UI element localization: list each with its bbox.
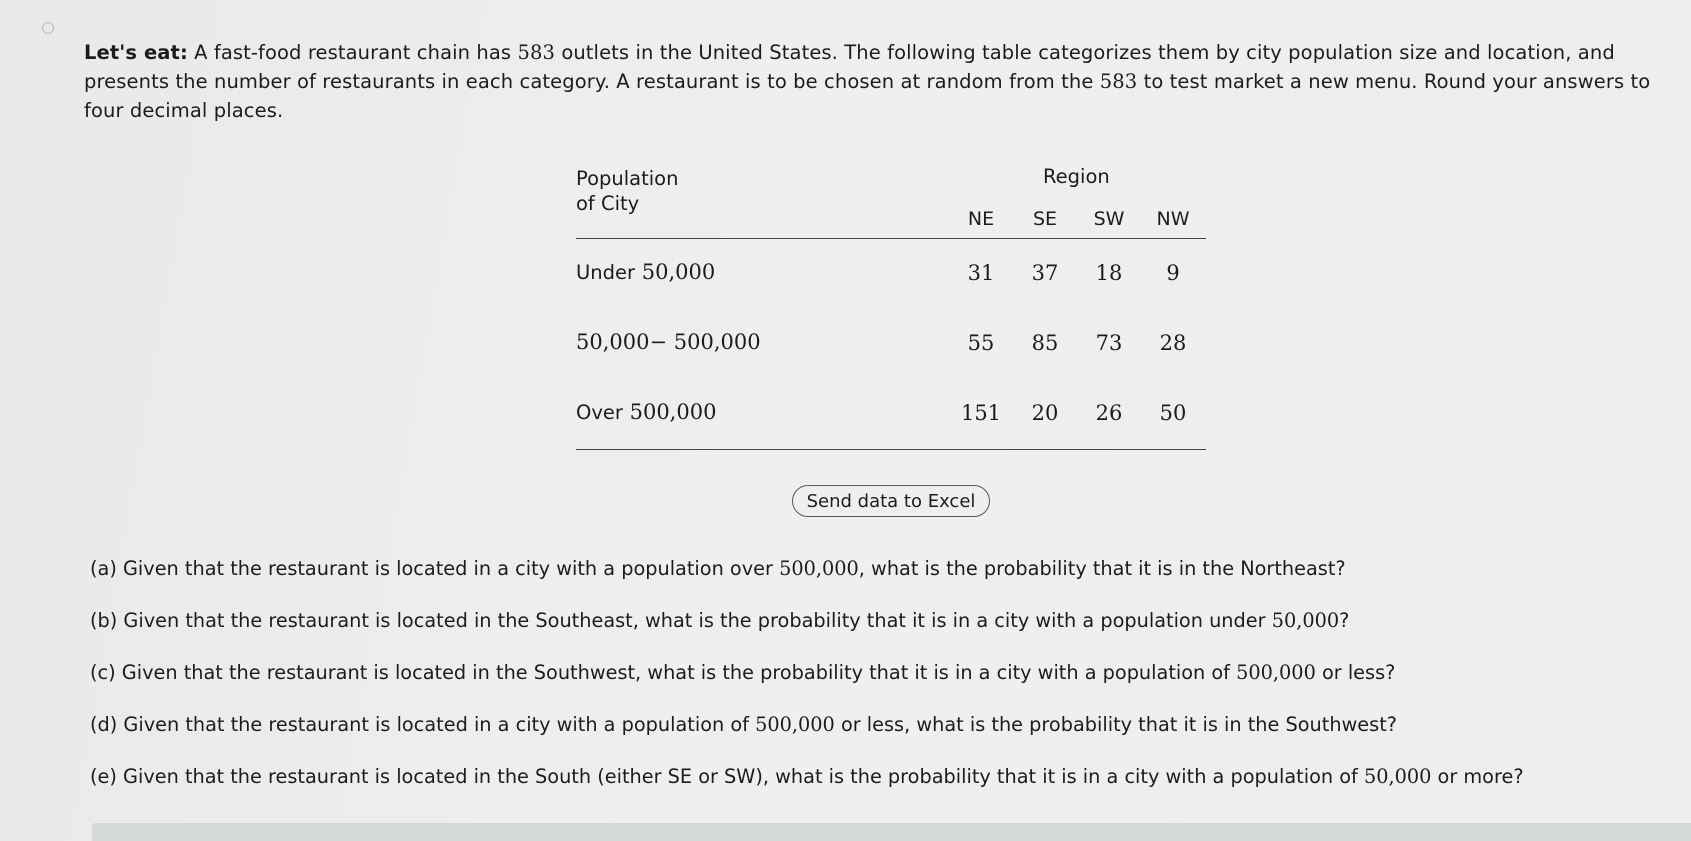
question-b-prefix: (b) Given that the restaurant is located in the Southeast, what is the probability that it is in a city with a population under	[90, 609, 1272, 632]
question-e-prefix: (e) Given that the restaurant is located in the South (either SE or SW), what is the probability that it is in a city with a population of	[90, 765, 1364, 788]
intro-part2: outlets in the United States. The following table categorizes them by city population size and location, and presents the number of restaurants in each category. A restaurant is to be chosen at random from the	[84, 41, 1615, 93]
intro-part3: to test market a new menu. Round your answers to four decimal places.	[84, 70, 1651, 122]
row-label-under-50000	[576, 260, 715, 284]
row-label-word: Over	[576, 401, 623, 424]
row-header-line1: Population	[576, 167, 679, 190]
cell-mid-sw: 73	[1095, 331, 1123, 355]
question-d-number: 500,000	[755, 713, 835, 736]
row-header	[576, 166, 678, 216]
question-a-prefix: (a) Given that the restaurant is located in a city with a population over	[90, 557, 780, 580]
cell-over-nw: 50	[1159, 401, 1187, 425]
answer-box[interactable]	[92, 823, 1691, 841]
cell-mid-ne: 55	[967, 331, 995, 355]
cell-over-ne: 151	[960, 401, 1002, 425]
cell-under-ne: 31	[967, 261, 995, 285]
question-b-suffix: ?	[1339, 609, 1350, 632]
question-d-suffix: or less, what is the probability that it is in the Southwest?	[834, 713, 1398, 736]
question-c-prefix: (c) Given that the restaurant is located in the Southwest, what is the probability that it is in a city with a population of	[90, 661, 1237, 684]
cell-under-sw: 18	[1095, 261, 1123, 285]
cell-mid-nw: 28	[1159, 331, 1187, 355]
column-header-nw: NW	[1156, 208, 1190, 230]
question-b-number: 50,000	[1271, 609, 1340, 632]
question-c-number: 500,000	[1236, 661, 1316, 684]
column-header-ne: NE	[967, 208, 995, 230]
row-label-value: 50,000	[641, 260, 716, 284]
radio-icon[interactable]	[42, 22, 54, 34]
total-outlets: 583	[517, 41, 556, 64]
table-top-rule	[576, 238, 1206, 239]
problem-lead: Let's eat:	[84, 41, 188, 64]
row-label-50000-500000: 50,000− 500,000	[576, 330, 761, 354]
cell-mid-se: 85	[1031, 331, 1059, 355]
question-e-number: 50,000	[1363, 765, 1432, 788]
row-header-line2: of City	[576, 192, 640, 215]
row-label-value: 500,000	[629, 400, 717, 424]
question-c-suffix: or less?	[1315, 661, 1396, 684]
intro-part1: A fast-food restaurant chain has	[187, 41, 518, 64]
question-c	[90, 661, 1395, 684]
question-e-suffix: or more?	[1431, 765, 1524, 788]
question-b	[90, 609, 1349, 632]
cell-over-se: 20	[1031, 401, 1059, 425]
cell-under-se: 37	[1031, 261, 1059, 285]
problem-intro	[84, 38, 1669, 125]
column-header-se: SE	[1032, 208, 1058, 230]
question-e	[90, 765, 1524, 788]
region-header: Region	[1043, 165, 1110, 188]
restaurant-table	[576, 160, 1206, 460]
cell-over-sw: 26	[1095, 401, 1123, 425]
table-bottom-rule	[576, 449, 1206, 450]
row-label-word: Under	[576, 261, 636, 284]
question-a-suffix: , what is the probability that it is in the Northeast?	[858, 557, 1346, 580]
question-a	[90, 557, 1346, 580]
question-a-number: 500,000	[779, 557, 859, 580]
send-to-excel-button[interactable]: Send data to Excel	[792, 485, 990, 517]
column-header-sw: SW	[1093, 208, 1125, 230]
total-outlets-repeat: 583	[1099, 70, 1138, 93]
cell-under-nw: 9	[1166, 261, 1180, 285]
question-d-prefix: (d) Given that the restaurant is located in a city with a population of	[90, 713, 756, 736]
question-d	[90, 713, 1397, 736]
row-label-over-500000	[576, 400, 716, 424]
